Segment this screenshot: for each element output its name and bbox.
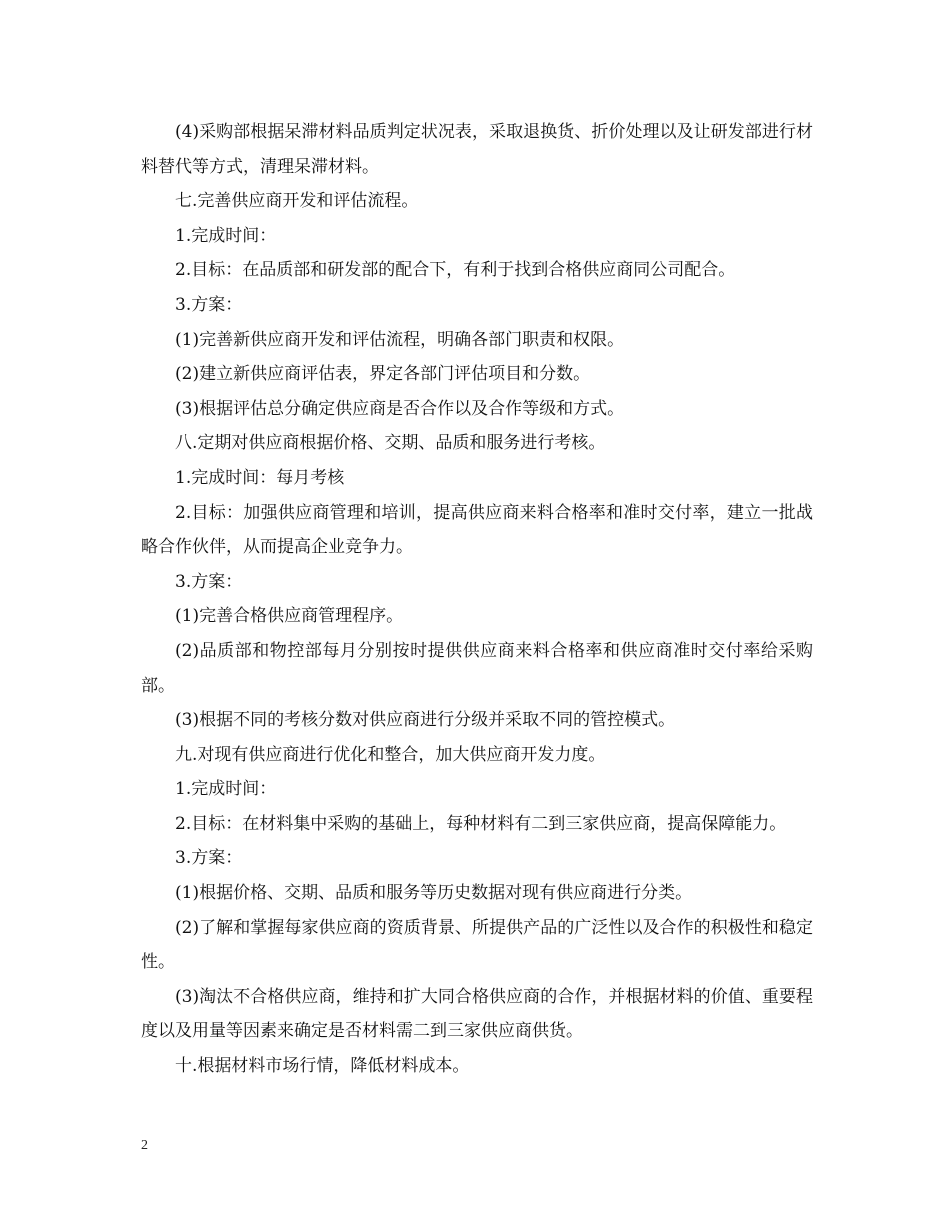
paragraph: (2)了解和掌握每家供应商的资质背景、所提供产品的广泛性以及合作的积极性和稳定性。: [141, 917, 813, 973]
paragraph: (3)根据不同的考核分数对供应商进行分级并采取不同的管控模式。: [175, 710, 676, 731]
section-heading: 九.对现有供应商进行优化和整合，加大供应商开发力度。: [175, 744, 606, 765]
paragraph: 1.完成时间：每月考核: [175, 467, 345, 488]
paragraph: (1)完善合格供应商管理程序。: [175, 606, 404, 627]
paragraph: 3.方案：: [175, 571, 243, 592]
paragraph: (2)建立新供应商评估表，界定各部门评估项目和分数。: [175, 364, 591, 385]
paragraph: 3.方案：: [175, 294, 243, 315]
paragraph: (4)采购部根据呆滞材料品质判定状况表，采取退换货、折价处理以及让研发部进行材料替代等方式，清理呆滞材料。: [141, 122, 813, 177]
document-body: [141, 115, 813, 1084]
section-heading: 七.完善供应商开发和评估流程。: [175, 191, 419, 212]
page-number: 2: [141, 1138, 148, 1153]
paragraph: (3)根据评估总分确定供应商是否合作以及合作等级和方式。: [175, 398, 625, 419]
paragraph: 3.方案：: [175, 848, 243, 869]
paragraph: (1)完善新供应商开发和评估流程，明确各部门职责和权限。: [175, 329, 625, 350]
paragraph: 2.目标：在材料集中采购的基础上，每种材料有二到三家供应商，提高保障能力。: [175, 813, 787, 834]
section-heading: 八.定期对供应商根据价格、交期、品质和服务进行考核。: [175, 433, 606, 454]
paragraph: (1)根据价格、交期、品质和服务等历史数据对现有供应商进行分类。: [175, 883, 693, 904]
paragraph: 1.完成时间：: [175, 225, 277, 246]
paragraph: 2.目标：加强供应商管理和培训，提高供应商来料合格率和准时交付率，建立一批战略合作伙伴，从而提高企业竞争力。: [141, 502, 813, 558]
section-heading: 十.根据材料市场行情，降低材料成本。: [175, 1056, 470, 1077]
paragraph: (3)淘汰不合格供应商，维持和扩大同合格供应商的合作，并根据材料的价值、重要程度以及用量等因素来确定是否材料需二到三家供应商供货。: [141, 986, 813, 1042]
paragraph: (2)品质部和物控部每月分别按时提供供应商来料合格率和供应商准时交付率给采购部。: [141, 640, 813, 696]
paragraph: 2.目标：在品质部和研发部的配合下，有利于找到合格供应商同公司配合。: [175, 260, 736, 281]
paragraph: 1.完成时间：: [175, 779, 277, 800]
